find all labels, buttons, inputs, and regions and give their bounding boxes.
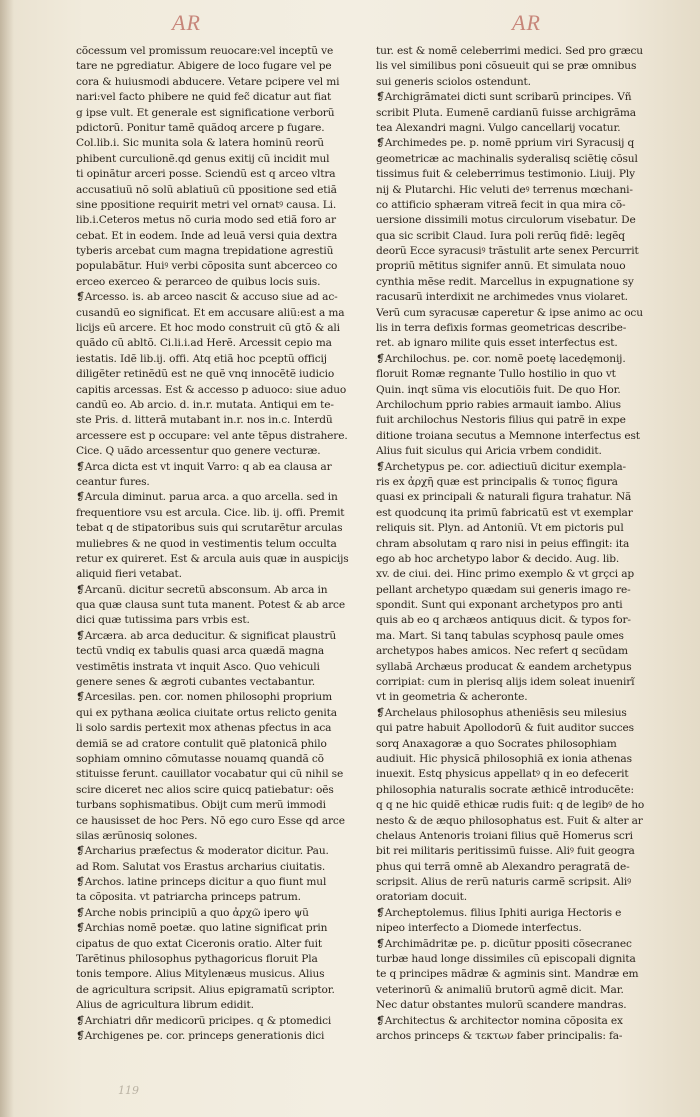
text-line: est quodcunq ita primũ fabricatũ est vt exemplar	[376, 506, 633, 519]
text-line: ditione troiana secutus a Memnone interfectus est	[376, 429, 640, 442]
text-line: nesto & de æquo philosophatus est. Fuit & alter ar	[376, 814, 643, 827]
text-line: sorq Anaxagoræ a quo Socrates philosophiam	[376, 737, 617, 750]
text-line: silas ærũnosiq solones.	[76, 829, 198, 842]
text-line: dici quæ tutissima pars vrbis est.	[76, 614, 250, 627]
text-line: cebat. Et in eodem. Inde ad leuã versi quia dextra	[76, 229, 338, 242]
text-line: ❡Archilochus. pe. cor. nomẽ poetę lacedęmonij.	[376, 352, 626, 365]
text-line: cora & huiusmodi abducere. Vetare pcipere vel mi	[76, 75, 340, 88]
text-line: stituisse ferunt. cauillator vocabatur qui cũ nihil se	[76, 768, 344, 781]
text-line: Alius fuit siculus qui Aricia vrbem condidit.	[376, 445, 602, 458]
text-line: quis ab eo q archæos antiquus dicit. & typos for-	[376, 614, 631, 627]
text-line: deorũ Ecce syracusiꝰ trãstulit arte senex Percurrit	[376, 245, 639, 258]
text-line: iestatis. Idẽ lib.ij. offi. Atq etiã hoc pceptũ officij	[76, 352, 327, 365]
text-line: vestimẽtis instrata vt inquit Asco. Quo vehiculi	[76, 660, 320, 673]
text-line: cusandũ eo significat. Et em accusare aliũ:est a ma	[76, 306, 345, 319]
text-line: ❡Arca dicta est vt inquit Varro: q ab ea clausa ar	[76, 460, 332, 473]
text-line: nari:vel facto phibere ne quid fec̃ dicatur aut fiat	[76, 91, 332, 104]
text-line: qui patre habuit Apollodorũ & fuit auditor succes	[376, 722, 634, 735]
text-line: demiã se ad cratore contulit quẽ platonicã philo	[76, 737, 327, 750]
text-line: archos princeps & τεκτων faber principalis: fa-	[376, 1030, 623, 1042]
text-line: ❡Archelaus philosophus atheniẽsis seu milesius	[376, 706, 627, 719]
text-line: chram absolutam q raro nisi in peius effingit: ita	[376, 537, 630, 550]
text-line: uersione dissimili motus circulorum visebatur. De	[376, 214, 636, 227]
text-line: ❡Archiatri dñr medicorũ pricipes. q & ptomedici	[76, 1014, 332, 1027]
text-line: audiuit. Hic physicã philosophiã ex ionia athenas	[376, 752, 632, 765]
text-line: quãdo cũ abltõ. Ci.li.i.ad Herẽ. Arcessit cepio ma	[76, 337, 332, 350]
text-line: Alius de agricultura librum edidit.	[76, 999, 254, 1012]
text-line: sui generis sciolos ostendunt.	[376, 75, 531, 88]
text-line: ❡Archimãdritæ pe. p. dicũtur ppositi cõsecranec	[376, 937, 632, 950]
text-line: pdictorũ. Ponitur tamẽ quãdoq arcere p fugare.	[76, 121, 325, 134]
text-line: sine ppositione requirit metri vel ornatꝰ causa. Li.	[76, 198, 337, 211]
text-line: Tarẽtinus philosophus pythagoricus floruit Pla	[76, 953, 318, 966]
text-line: reliquis sit. Plyn. ad Antoniũ. Vt em pictoris pul	[376, 522, 624, 535]
text-line: ta cõposita. vt patriarcha princeps patrum.	[76, 891, 301, 904]
text-line: te q principes mãdræ & agminis sint. Mandræ em	[376, 968, 639, 981]
text-line: scire diceret nec alios scire quicq patiebatur: oẽs	[76, 783, 334, 796]
text-line: cynthia mẽse redit. Marcellus in expugnatione sy	[376, 275, 634, 288]
text-line: Col.lib.i. Sic munita sola & latera hominũ reorũ	[76, 137, 324, 150]
text-line: ti opinãtur arceri posse. Sciendũ est q arceo vltra	[76, 168, 336, 181]
text-line: ❡Archigrãmatei dicti sunt scribarũ principes. Vñ	[376, 91, 632, 104]
text-line: tonis tempore. Alius Mitylenæus musicus. Alius	[76, 968, 325, 981]
text-line: tea Alexandri magni. Vulgo cancellarij vocatur.	[376, 121, 621, 134]
text-line: ❡Architectus & architector nomina cõposita ex	[376, 1014, 623, 1027]
text-line: floruit Romæ regnante Tullo hostilio in quo vt	[376, 368, 616, 381]
text-line: cõcessum vel promissum reuocare:vel inceptũ ve	[76, 45, 334, 57]
text-line: scribit Pluta. Eumenẽ cardianũ fuisse archigrãma	[376, 106, 636, 119]
text-line: nij & Plutarchi. Hic veluti deꝰ terrenus mœchani-	[376, 183, 633, 196]
text-line: ❡Archigenes pe. cor. princeps generationis dici	[76, 1030, 325, 1042]
text-line: syllabã Archæus producat & eandem archetypus	[376, 660, 632, 673]
text-column-left	[76, 44, 362, 1044]
text-line: de agricultura scripsit. Alius epigramatũ scriptor.	[76, 983, 335, 996]
text-line: muliebres & ne quod in vestimentis telum occulta	[76, 537, 337, 550]
text-line: tectũ vndiq ex tabulis quasi arca quædã magna	[76, 645, 325, 658]
text-line: chelaus Antenoris troiani filius quẽ Homerus scri	[376, 829, 633, 842]
text-line: genere senes & ægroti cubantes vectabantur.	[76, 676, 316, 689]
header-mark-right: AR	[512, 10, 541, 35]
text-line: tebat q de stipatoribus suis qui scrutarẽtur arculas	[76, 522, 343, 535]
text-line: ❡Arcesso. is. ab arceo nascit & accuso siue ad ac-	[76, 291, 338, 304]
text-line: Quin. inqt sũma vis elocutiõis fuit. De quo Hor.	[376, 383, 621, 396]
text-line: tissimus fuit & celeberrimus testimonio. Liuij. Ply	[376, 168, 635, 181]
text-line: ❡Arcæra. ab arca deducitur. & significat plaustrũ	[76, 629, 337, 642]
text-line: q q ne hic quidẽ ethicæ rudis fuit: q de legibꝰ de ho	[376, 799, 645, 812]
text-line: spondit. Sunt qui exponant archetypos pro anti	[376, 599, 623, 612]
text-line: fuit archilochus Nestoris filius qui patrẽ in expe	[376, 414, 626, 427]
text-line: ma. Mart. Si tanq tabulas scyphosq paule omes	[376, 629, 624, 642]
text-line: quasi ex principali & naturali figura trahatur. Nã	[376, 491, 632, 504]
text-line: racusarũ interdixit ne archimedes vnus violaret.	[376, 291, 628, 304]
text-line: ste Pris. d. litterã mutabant in.r. nos in.c. Interdũ	[76, 414, 333, 427]
text-line: propriũ mẽtitus signifer annũ. Et simulata nouo	[376, 260, 626, 273]
text-line: licijs eũ arcere. Et hoc modo construit cũ gtõ & ali	[76, 322, 340, 335]
text-line: ❡Archarius præfectus & moderator dicitur. Pau.	[76, 845, 329, 858]
text-line: xv. de ciui. dei. Hinc primo exemplo & vt grçci ap	[376, 568, 635, 581]
text-line: arcessere est p occupare: vel ante tẽpus distrahere.	[76, 429, 348, 442]
text-line: retur ex quireret. Est & arcula auis quæ in auspicijs	[76, 552, 349, 565]
text-line: ❡Archeptolemus. filius Iphiti auriga Hectoris e	[376, 906, 622, 919]
text-line: oratoriam docuit.	[376, 891, 467, 904]
text-line: ❡Archimedes pe. p. nomẽ pprium viri Syracusij q	[376, 137, 635, 150]
text-column-right	[376, 44, 668, 1044]
text-line: populabãtur. Huiꝰ verbi cõposita sunt abcerceo co	[76, 260, 338, 273]
text-line: ❡Archias nomẽ poetæ. quo latine significat prin	[76, 922, 328, 935]
text-line: lis in terra defixis formas geometricas describe-	[376, 322, 627, 335]
text-line: lis vel similibus poni cõsueuit qui se præ omnibus	[376, 60, 637, 73]
text-line: ❡Arcanũ. dicitur secretũ absconsum. Ab arca in	[76, 583, 328, 596]
text-line: erceo exerceo & perarceo de quibus locis suis.	[76, 275, 321, 288]
text-line: lib.i.Ceteros metus nõ curia modo sed etiã foro ar	[76, 214, 336, 227]
text-line: phibent curculionẽ.qd genus exitij cũ incidit mul	[76, 152, 330, 165]
text-line: Cice. Q uãdo arcessentur quo genere vecturæ.	[76, 445, 321, 458]
text-line: bit rei militaris peritissimũ fuisse. Aliꝰ fuit geogra	[376, 845, 635, 858]
text-line: archetypos habes amicos. Nec refert q secũdam	[376, 645, 628, 658]
text-line: tare ne pgrediatur. Abigere de loco fugare vel pe	[76, 60, 332, 73]
text-line: tyberis arcebat cum magna trepidatione agrestiũ	[76, 245, 334, 258]
text-line: sophiam omnino cõmutasse nouamq quandã cõ	[76, 752, 324, 765]
text-line: diligẽter retinẽdũ est ne quẽ vnq innocẽtẽ iudicio	[76, 368, 335, 381]
text-line: ❡Arche nobis principiũ a quo ἀρχῶ ipero ψũ	[76, 906, 309, 919]
text-line: philosophia naturalis socrate æthicẽ introducẽte:	[376, 783, 634, 796]
text-line: scripsit. Alius de rerũ naturis carmẽ scripsit. Aliꝰ	[376, 876, 632, 889]
text-line: turbans sophismatibus. Obijt cum merũ immodi	[76, 799, 326, 812]
text-line: tur. est & nomẽ celeberrimi medici. Sed pro græcu	[376, 45, 643, 57]
text-line: ceantur fures.	[76, 475, 150, 488]
text-line: frequentiore vsu est arcula. Cice. lib. ij. offi. Premit	[76, 506, 345, 519]
margin-note: 119	[118, 1084, 139, 1097]
text-line: Verũ cum syracusæ caperetur & ipse animo ac ocu	[376, 306, 643, 319]
text-line: ad Rom. Salutat vos Erastus archarius ciuitatis.	[76, 860, 326, 873]
text-line: Nec datur obstantes mulorũ scandere mandras.	[376, 999, 627, 1012]
text-line: co attificio sphæram vitreã fecit in qua mira cõ-	[376, 198, 626, 211]
gutter-shadow	[0, 0, 14, 1117]
text-line: g ipse vult. Et generale est significatione verborũ	[76, 106, 335, 119]
text-line: capitis arcessas. Est & accesso p aduoco: siue aduo	[76, 383, 347, 396]
text-line: li solo sardis pertexit mox athenas pfectus in aca	[76, 722, 332, 735]
text-line: geometricæ ac machinalis syderalisq sciẽtię cõsul	[376, 152, 638, 165]
text-line: ce hausisset de hoc Pers. Nõ ego curo Esse qd arce	[76, 814, 345, 827]
text-line: qui ex pythana æolica ciuitate ortus relicto genita	[76, 706, 337, 719]
text-line: aliquid fieri vetabat.	[76, 568, 182, 581]
text-line: ret. ab ignaro milite quis esset interfectus est.	[376, 337, 618, 350]
text-line: accusatiuũ nõ solũ ablatiuũ cũ ppositione sed etiã	[76, 183, 337, 196]
text-line: ❡Archos. latine princeps dicitur a quo fiunt mul	[76, 876, 327, 889]
text-line: qua quæ clausa sunt tuta manent. Potest & ab arce	[76, 599, 345, 612]
text-line: candũ eo. Ab arcio. d. in.r. mutata. Antiqui em te-	[76, 398, 334, 411]
text-line: pellant archetypo quædam sui generis imago re-	[376, 583, 631, 596]
text-line: veterinorũ & animaliũ brutorũ agmẽ dicit. Mar.	[376, 983, 624, 996]
header-mark-left: AR	[172, 10, 201, 35]
text-line: nipeo interfecto a Diomede interfectus.	[376, 922, 582, 935]
text-line: ❡Arcesilas. pen. cor. nomen philosophi proprium	[76, 691, 332, 704]
text-line: cipatus de quo extat Ciceronis oratio. Alter fuit	[76, 937, 323, 950]
text-line: ris ex ἀρχῆ quæ est principalis & τυπος figura	[376, 475, 618, 488]
text-line: ❡Arcula diminut. parua arca. a quo arcella. sed in	[76, 491, 338, 504]
text-line: vt in geometria & acheronte.	[376, 691, 528, 704]
text-line: corripiat: cum in plerisq alijs idem soleat inuenirĩ	[376, 676, 635, 689]
text-line: phus qui terrã omnẽ ab Alexandro peragratã de-	[376, 860, 630, 873]
text-line: inuexit. Estq physicus appellatꝰ q in eo defecerit	[376, 768, 629, 781]
text-line: qua sic scribit Claud. Iura poli rerũq fidẽ: legẽq	[376, 229, 625, 242]
text-line: Archilochum pprio rabies armauit iambo. Alius	[376, 398, 621, 411]
text-line: ❡Archetypus pe. cor. adiectiuũ dicitur exempla-	[376, 460, 626, 473]
text-line: ego ab hoc archetypo labor & decido. Aug. lib.	[376, 552, 620, 565]
text-line: turbæ haud longe dissimiles cũ episcopali dignita	[376, 953, 636, 966]
